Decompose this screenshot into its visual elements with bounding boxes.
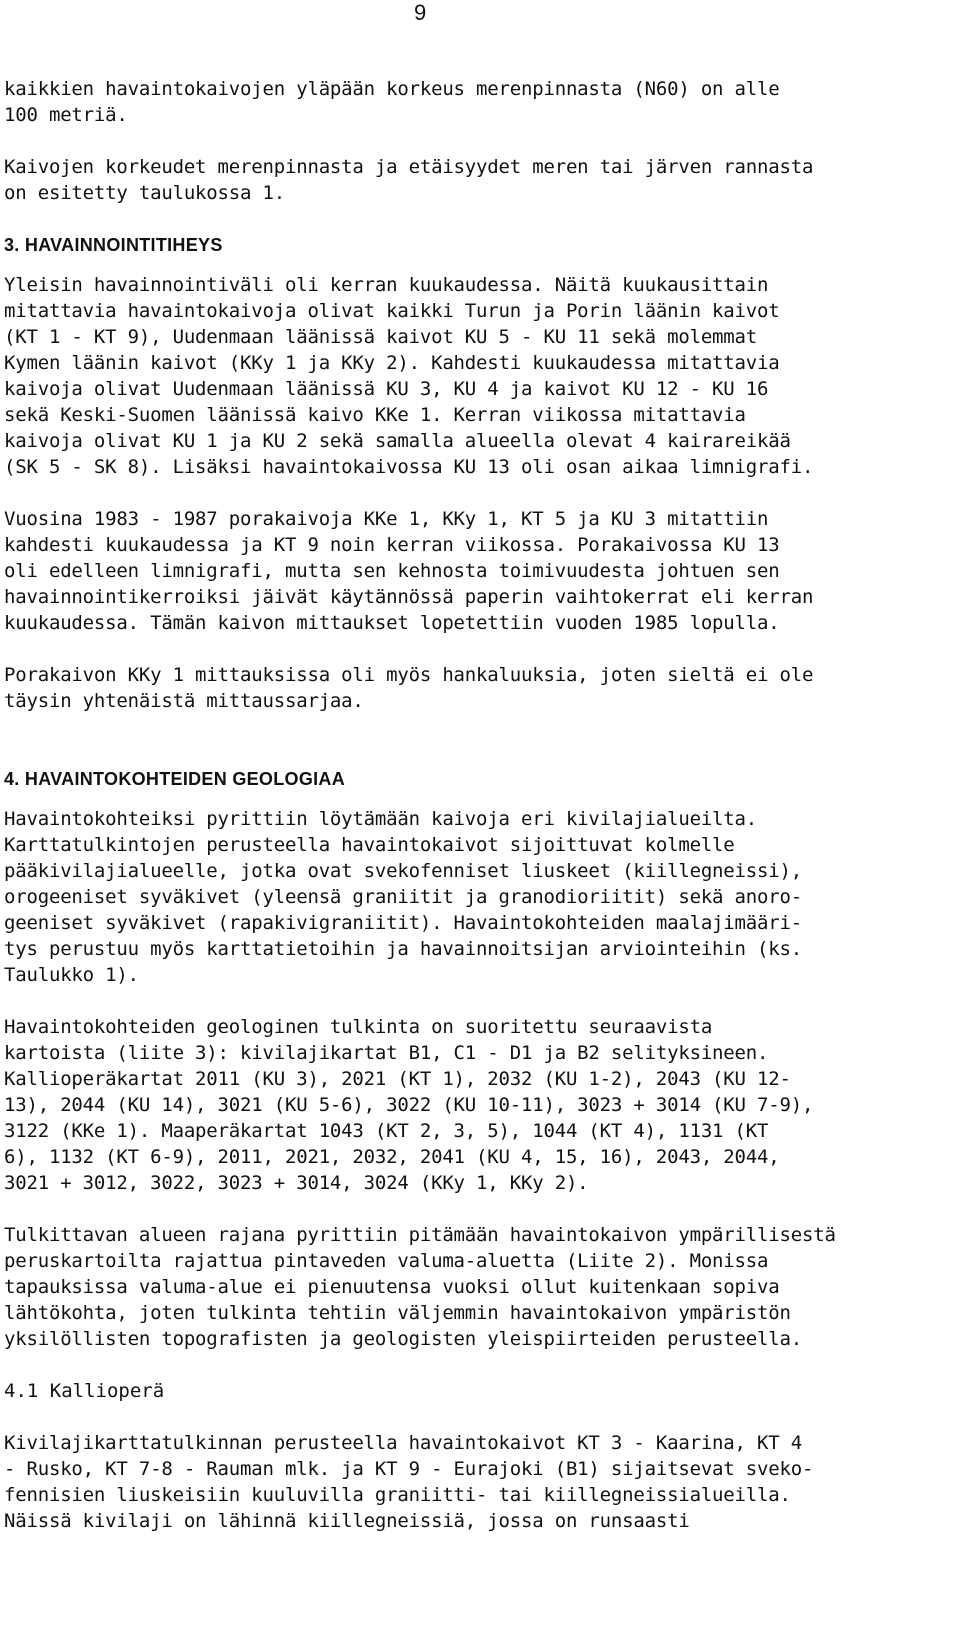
text-line: lähtökohta, joten tulkinta tehtiin väljemmin havaintokaivon ympäristön	[4, 1302, 791, 1324]
text-line: Porakaivon KKy 1 mittauksissa oli myös hankaluuksia, joten sieltä ei ole	[4, 664, 814, 686]
text-line: 13), 2044 (KU 14), 3021 (KU 5-6), 3022 (KU 10-11), 3023 + 3014 (KU 7-9),	[4, 1094, 814, 1116]
paragraph-sea-level	[4, 76, 926, 128]
document-body	[4, 76, 926, 1560]
text-line: Kymen läänin kaivot (KKy 1 ja KKy 2). Kahdesti kuukaudessa mitattavia	[4, 352, 780, 374]
text-line: Tulkittavan alueen rajana pyrittiin pitämään havaintokaivon ympärillisestä	[4, 1224, 836, 1246]
text-line: fennisien liuskeisiin kuuluvilla graniitti- tai kiillegneissialueilla.	[4, 1484, 791, 1506]
text-line: pääkivilajialueelle, jotka ovat svekofenniset liuskeet (kiillegneissi),	[4, 860, 802, 882]
text-line: 3122 (KKe 1). Maaperäkartat 1043 (KT 2, 3, 5), 1044 (KT 4), 1131 (KT	[4, 1120, 769, 1142]
text-line: sekä Keski-Suomen läänissä kaivo KKe 1. Kerran viikossa mitattavia	[4, 404, 746, 426]
spacer	[4, 740, 926, 766]
paragraph-interpretation-area	[4, 1222, 926, 1352]
page-number: 9	[414, 0, 427, 25]
text-line: peruskartoilta rajattua pintaveden valuma-aluetta (Liite 2). Monissa	[4, 1250, 769, 1272]
text-line: kartoista (liite 3): kivilajikartat B1, C1 - D1 ja B2 selityksineen.	[4, 1042, 769, 1064]
section-heading-3: 3. HAVAINNOINTITIHEYS	[4, 235, 223, 255]
text-line: kaivoja olivat KU 1 ja KU 2 sekä samalla alueella olevat 4 kairareikää	[4, 430, 791, 452]
text-line: tapauksissa valuma-alue ei pienuutensa vuoksi ollut kuitenkaan sopiva	[4, 1276, 780, 1298]
text-line: - Rusko, KT 7-8 - Rauman mlk. ja KT 9 - Eurajoki (B1) sijaitsevat sveko-	[4, 1458, 814, 1480]
text-line: Taulukko 1).	[4, 964, 139, 986]
text-line: yksilöllisten topografisten ja geologisten yleispiirteiden perusteella.	[4, 1328, 802, 1350]
paragraph-observation-interval	[4, 272, 926, 480]
text-line: 6), 1132 (KT 6-9), 2011, 2021, 2032, 2041 (KU 4, 15, 16), 2043, 2044,	[4, 1146, 780, 1168]
paragraph-map-sources	[4, 1014, 926, 1196]
text-line: Vuosina 1983 - 1987 porakaivoja KKe 1, KKy 1, KT 5 ja KU 3 mitattiin	[4, 508, 769, 530]
paragraph-rock-areas	[4, 806, 926, 988]
text-line: (KT 1 - KT 9), Uudenmaan läänissä kaivot KU 5 - KU 11 sekä molemmat	[4, 326, 758, 348]
text-line: geeniset syväkivet (rapakivigraniitit). Havaintokohteiden maalajimääri-	[4, 912, 802, 934]
text-line: Havaintokohteiksi pyrittiin löytämään kaivoja eri kivilajialueilta.	[4, 808, 758, 830]
text-line: 3021 + 3012, 3022, 3023 + 3014, 3024 (KKy 1, KKy 2).	[4, 1172, 589, 1194]
text-line: kaivoja olivat Uudenmaan läänissä KU 3, KU 4 ja kaivot KU 12 - KU 16	[4, 378, 769, 400]
text-line: täysin yhtenäistä mittaussarjaa.	[4, 690, 364, 712]
text-line: Havaintokohteiden geologinen tulkinta on suoritettu seuraavista	[4, 1016, 713, 1038]
text-line: on esitetty taulukossa 1.	[4, 182, 285, 204]
text-line: mitattavia havaintokaivoja olivat kaikki Turun ja Porin läänin kaivot	[4, 300, 780, 322]
text-line: kuukaudessa. Tämän kaivon mittaukset lopetettiin vuoden 1985 lopulla.	[4, 612, 780, 634]
text-line: orogeeniset syväkivet (yleensä graniitit ja granodioriitit) sekä anoro-	[4, 886, 802, 908]
paragraph-years-1983-1987	[4, 506, 926, 636]
text-line: Karttatulkintojen perusteella havaintokaivot sijoittuvat kolmelle	[4, 834, 735, 856]
text-line: Näissä kivilaji on lähinnä kiillegneissiä, jossa on runsaasti	[4, 1510, 690, 1532]
text-line: Yleisin havainnointiväli oli kerran kuukaudessa. Näitä kuukausittain	[4, 274, 769, 296]
subsection-heading-4-1: 4.1 Kallioperä	[4, 1380, 165, 1402]
paragraph-bedrock	[4, 1430, 926, 1534]
section-heading-4: 4. HAVAINTOKOHTEIDEN GEOLOGIAA	[4, 769, 346, 789]
text-line: (SK 5 - SK 8). Lisäksi havaintokaivossa KU 13 oli osan aikaa limnigrafi.	[4, 456, 814, 478]
text-line: Kivilajikarttatulkinnan perusteella havaintokaivot KT 3 - Kaarina, KT 4	[4, 1432, 802, 1454]
text-line: 100 metriä.	[4, 104, 128, 126]
text-line: kahdesti kuukaudessa ja KT 9 noin kerran viikossa. Porakaivossa KU 13	[4, 534, 780, 556]
text-line: havainnointikerroiksi jäivät käytännössä paperin vaihtokerrat eli kerran	[4, 586, 814, 608]
text-line: Kallioperäkartat 2011 (KU 3), 2021 (KT 1), 2032 (KU 1-2), 2043 (KU 12-	[4, 1068, 791, 1090]
text-line: Kaivojen korkeudet merenpinnasta ja etäisyydet meren tai järven rannasta	[4, 156, 814, 178]
text-line: oli edelleen limnigrafi, mutta sen kehnosta toimivuudesta johtuen sen	[4, 560, 780, 582]
text-line: kaikkien havaintokaivojen yläpään korkeus merenpinnasta (N60) on alle	[4, 78, 780, 100]
paragraph-heights-table	[4, 154, 926, 206]
paragraph-kky1-problems	[4, 662, 926, 714]
text-line: tys perustuu myös karttatietoihin ja havainnoitsijan arviointeihin (ks.	[4, 938, 802, 960]
